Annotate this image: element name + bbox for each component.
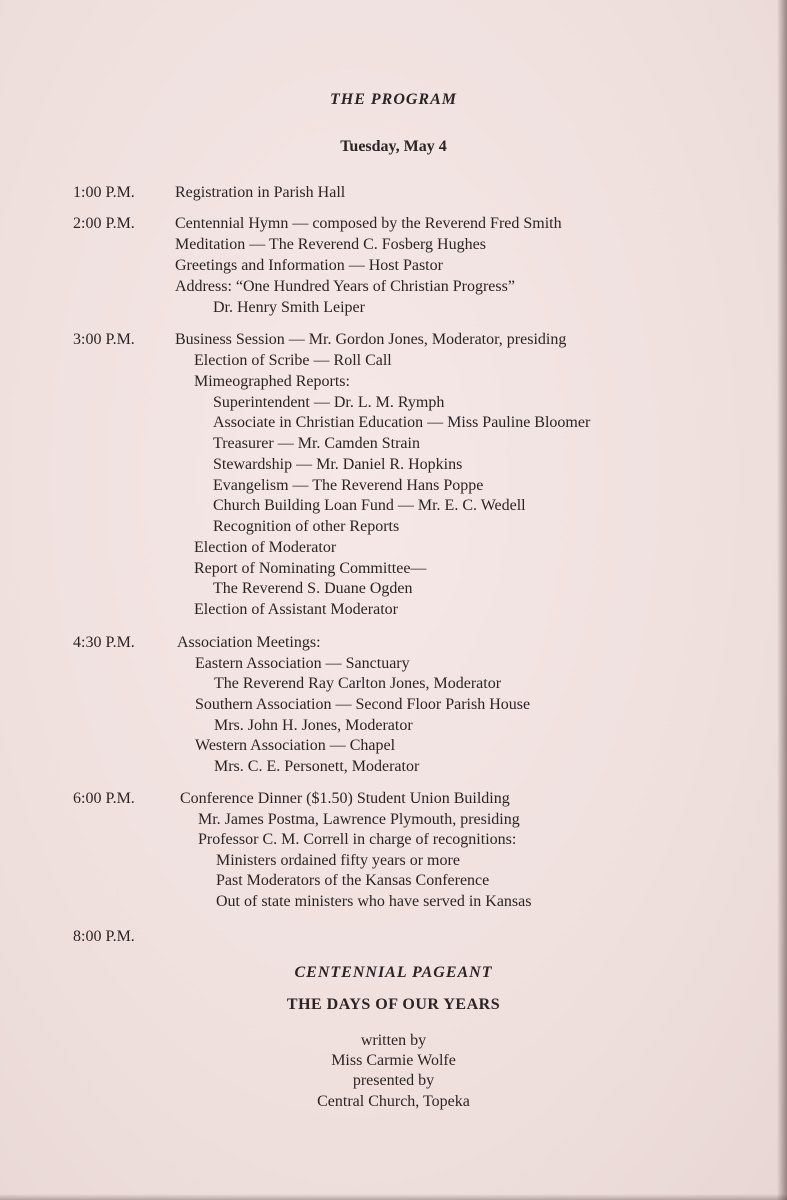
time-label: 4:30 P.M. (73, 634, 135, 651)
time-label: 1:00 P.M. (73, 184, 135, 201)
time-label: 2:00 P.M. (73, 215, 135, 232)
time-label: 8:00 P.M. (73, 928, 135, 945)
program-item: Professor C. M. Correll in charge of recognitions: (198, 831, 517, 848)
program-item: Mr. James Postma, Lawrence Plymouth, presiding (198, 811, 520, 828)
time-label: 6:00 P.M. (73, 790, 135, 807)
program-item: Mimeographed Reports: (194, 373, 350, 390)
program-item: Southern Association — Second Floor Parish House (195, 696, 531, 713)
program-item: Out of state ministers who have served in Kansas (216, 893, 532, 910)
program-item: Registration in Parish Hall (175, 184, 346, 201)
program-item: Election of Scribe — Roll Call (194, 352, 392, 369)
program-item: Report of Nominating Committee— (194, 560, 427, 577)
program-item: Recognition of other Reports (213, 518, 400, 535)
pageant-presented-by: presented by (352, 1072, 435, 1089)
program-item: Western Association — Chapel (195, 737, 396, 754)
program-date: Tuesday, May 4 (340, 138, 447, 155)
program-item: Election of Assistant Moderator (194, 601, 398, 618)
program-item: Centennial Hymn — composed by the Reverend Fred Smith (175, 215, 562, 232)
program-item: Conference Dinner ($1.50) Student Union Building (180, 790, 510, 807)
program-item: Dr. Henry Smith Leiper (213, 299, 365, 316)
program-item: Meditation — The Reverend C. Fosberg Hughes (175, 236, 486, 253)
program-item: Superintendent — Dr. L. M. Rymph (213, 394, 445, 411)
program-item: Greetings and Information — Host Pastor (175, 257, 443, 274)
program-item: Election of Moderator (194, 539, 337, 556)
page-bottom-shadow (0, 1194, 787, 1200)
program-item: Mrs. C. E. Personett, Moderator (214, 758, 420, 775)
program-title: THE PROGRAM (329, 91, 457, 108)
page-edge-shadow (777, 0, 787, 1200)
program-item: Stewardship — Mr. Daniel R. Hopkins (213, 456, 463, 473)
pageant-subtitle: THE DAYS OF OUR YEARS (286, 996, 501, 1013)
pageant-written-by: written by (360, 1032, 427, 1049)
time-label: 3:00 P.M. (73, 331, 135, 348)
pageant-title: CENTENNIAL PAGEANT (294, 964, 493, 981)
program-item: Address: “One Hundred Years of Christian Progress” (175, 278, 515, 295)
program-item: Ministers ordained fifty years or more (216, 852, 460, 869)
program-item: Business Session — Mr. Gordon Jones, Moderator, presiding (175, 331, 567, 348)
program-item: Eastern Association — Sanctuary (195, 655, 410, 672)
program-item: Association Meetings: (177, 634, 321, 651)
program-item: Mrs. John H. Jones, Moderator (214, 717, 413, 734)
program-item: Church Building Loan Fund — Mr. E. C. Wedell (213, 497, 526, 514)
program-item: The Reverend Ray Carlton Jones, Moderator (214, 675, 502, 692)
program-item: The Reverend S. Duane Ogden (213, 580, 413, 597)
program-item: Associate in Christian Education — Miss Pauline Bloomer (213, 414, 591, 431)
pageant-author: Miss Carmie Wolfe (331, 1052, 456, 1069)
program-item: Treasurer — Mr. Camden Strain (213, 435, 420, 452)
pageant-presenter: Central Church, Topeka (317, 1093, 470, 1110)
program-item: Past Moderators of the Kansas Conference (216, 872, 490, 889)
program-item: Evangelism — The Reverend Hans Poppe (213, 477, 484, 494)
